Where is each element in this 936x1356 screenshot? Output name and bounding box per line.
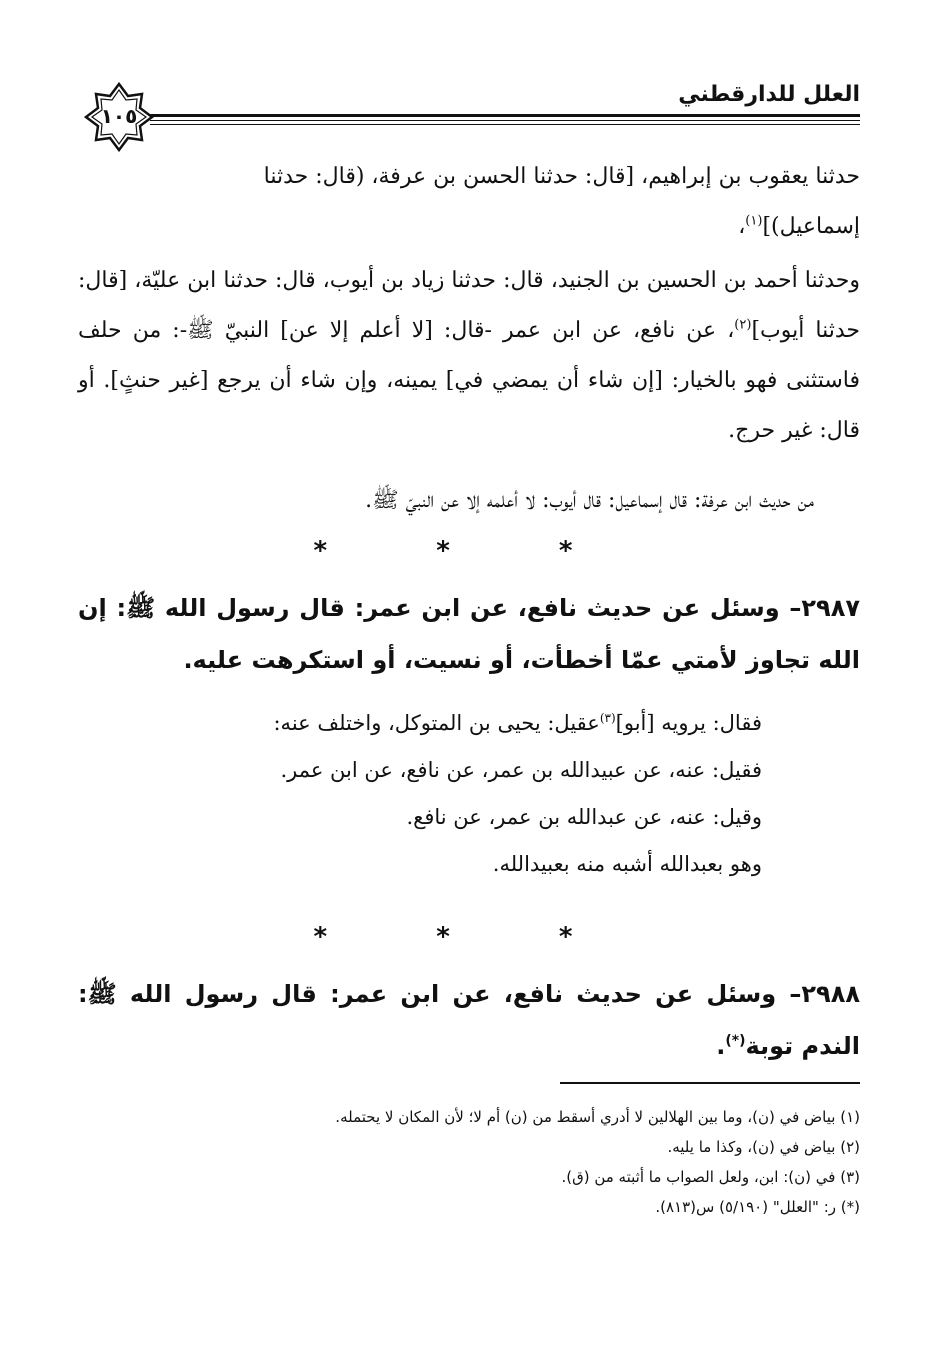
footnote: (*) ر: "العلل" (٥/١٩٠) س(٨١٣). [655, 1198, 860, 1216]
entry-text: ٢٩٨٨– وسئل عن حديث نافع، عن ابن عمر: قال رسول الله ﷺ: الندم توبة [78, 980, 860, 1060]
entry-heading: ٢٩٨٧– وسئل عن حديث نافع، عن ابن عمر: قال رسول الله ﷺ: إن الله تجاوز لأمتي عمّا أخطأت، أو نسيت، أو استكرهت عليه. [78, 594, 860, 674]
answer-text: عقيل: يحيى بن المتوكل، واختلف عنه: [273, 711, 600, 735]
footnote: (٢) بياض في (ن)، وكذا ما يليه. [667, 1138, 860, 1156]
header-rule [150, 124, 860, 125]
answer-line: فقيل: عنه، عن عبيدالله بن عمر، عن نافع، عن ابن عمر. [280, 758, 762, 782]
paragraph-text: إسماعيل)] [762, 214, 860, 239]
answer-line: وهو بعبدالله أشبه منه بعبيدالله. [492, 852, 762, 876]
footnote: (١) بياض في (ن)، وما بين الهلالين لا أدري أسقط من (ن) أم لا؛ لأن المكان لا يحتمله. [335, 1108, 860, 1126]
paragraph-text: وحدثنا أحمد بن الحسين بن الجنيد، قال: حدثنا زياد بن أيوب، قال: حدثنا ابن عليّة، [قال: حدثنا أيوب] [78, 268, 861, 343]
paragraph: من حديث ابن عرفة: قال إسماعيل: قال أيوب: لا أعلمه إلا عن النبيّ ﷺ. [365, 488, 814, 513]
footnote-ref: (٣) [599, 711, 616, 725]
paragraph [78, 152, 860, 252]
header-rule [150, 120, 860, 121]
section-separator: * * * [313, 536, 623, 566]
answer-line: وقيل: عنه، عن عبدالله بن عمر، عن نافع. [406, 805, 762, 829]
footnote-ref: (٢) [734, 317, 752, 333]
running-header-title: العلل للدارقطني [678, 82, 860, 107]
paragraph-text: ، [738, 214, 746, 239]
entry-heading [78, 968, 860, 1072]
paragraph [78, 256, 860, 456]
footnote-divider [560, 1082, 860, 1084]
footnote: (٣) في (ن): ابن، ولعل الصواب ما أثبته من (ق). [561, 1168, 860, 1186]
entry-text: . [716, 1032, 726, 1060]
answer-text: فقال: يرويه [أبو] [615, 711, 762, 735]
footnotes [78, 1102, 860, 1222]
footnote-ref: (١) [745, 213, 763, 229]
footnote-ref: (*) [725, 1033, 746, 1049]
paragraph-text: ، عن نافع، عن ابن عمر -قال: [لا أعلم إلا عن] النبيّ ﷺ-: من حلف فاستثنى فهو بالخيار: [إن شاء أن يمضي في] يمينه، وإن شاء أن يرجع [غير حنثٍ]. أو قال: غير حرج. [78, 318, 860, 443]
paragraph-text: حدثنا يعقوب بن إبراهيم، [قال: حدثنا الحسن بن عرفة، (قال: حدثنا [263, 164, 860, 189]
page-number: ١٠٥ [100, 104, 138, 128]
page-number-badge [84, 82, 154, 152]
answer-line [78, 700, 762, 747]
answer-block [78, 700, 860, 888]
header-rule [150, 114, 860, 117]
section-separator: * * * [313, 922, 623, 952]
